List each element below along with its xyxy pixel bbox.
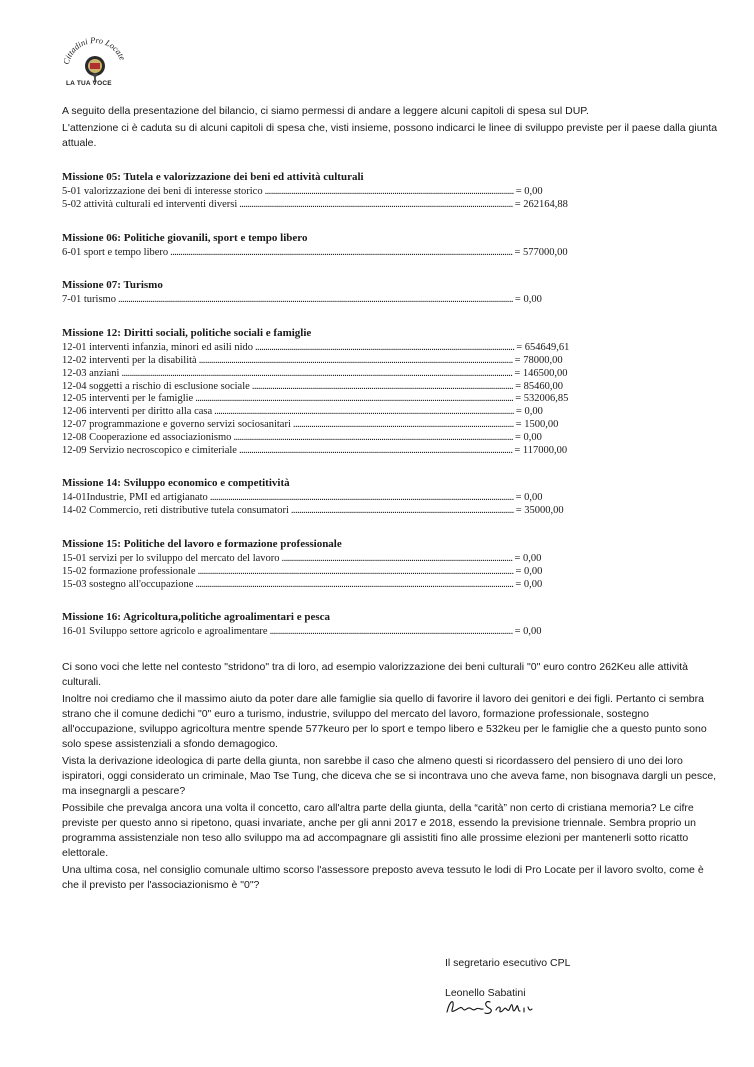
budget-line-amount: = 117000,00 [514, 444, 568, 456]
budget-line-amount: = 35000,00 [515, 505, 564, 517]
dot-leader: ....................................................................................................................................... [237, 198, 515, 210]
mission-title: Missione 07: Turismo [62, 279, 163, 292]
mission-title: Missione 15: Politiche del lavoro e formazione professionale [62, 537, 342, 550]
mission-title: Missione 12: Diritti sociali, politiche sociali e famiglie [62, 327, 312, 340]
budget-line-label: 16-01 Sviluppo settore agricolo e agroalimentare [62, 626, 268, 638]
budget-line-label: 12-08 Cooperazione ed associazionismo [62, 431, 232, 443]
budget-line-amount: = 0,00 [514, 294, 542, 306]
dot-leader: .................................................................................................................................................... [212, 406, 516, 418]
budget-line-amount: = 85460,00 [515, 380, 563, 392]
budget-line [62, 432, 622, 445]
budget-line [62, 381, 622, 394]
budget-line-amount: = 0,00 [514, 552, 542, 564]
budget-line-amount: = 0,00 [514, 431, 542, 443]
document-body [62, 104, 722, 895]
mission-section [62, 537, 722, 591]
dot-leader: ................................................................................................................................. [249, 380, 516, 392]
budget-line [62, 393, 622, 406]
budget-line [62, 505, 622, 518]
dot-leader: ........................................................................................................................... [262, 186, 516, 197]
budget-line-label: 12-03 anziani [62, 367, 120, 379]
budget-line [62, 626, 622, 639]
intro-section [62, 104, 722, 151]
budget-line [62, 566, 622, 579]
budget-line-amount: = 0,00 [515, 406, 543, 418]
dot-leader: ...................................................................................................................................................... [207, 492, 516, 504]
commentary-paragraph: Una ultima cosa, nel consiglio comunale ultimo scorso l'assessore preposto aveva tessuto le lodi di Pro Locate per il lavoro svolto, come è che il previsto per l'associazionismo è "0"? [62, 864, 704, 892]
budget-line-amount: = 146500,00 [514, 367, 568, 379]
mission-title: Missione 16: Agricoltura,politiche agroalimentari e pesca [62, 611, 331, 624]
budget-line [62, 579, 622, 592]
budget-line-amount: = 0,00 [515, 578, 543, 590]
budget-line-label: 14-01Industrie, PMI ed artigianato [62, 492, 208, 504]
mission-section [62, 610, 722, 639]
budget-line-label: 15-01 servizi per lo sviluppo del mercato del lavoro [62, 552, 280, 564]
mission-section [62, 170, 722, 212]
cpl-logo [60, 30, 130, 98]
budget-line [62, 419, 622, 432]
logo-caption: LA TUA VOCE [66, 80, 112, 87]
budget-line-label: 6-01 sport e tempo libero [62, 246, 169, 258]
commentary-paragraph: Possibile che prevalga ancora una volta il concetto, caro all'altra parte della giunta, della “carità” non certo di cristiana memoria? Le cifre previste per questo anno si ripetono, quasi invariate, anche per gli anni 2017 e 2018, essendo la previsione triennale. Sembra proprio un programma assistenziale non teso allo sviluppo ma ad accompagnare gli assistiti fino alle prossime elezioni per mantenerli sotto ricatto elettorale. [62, 802, 696, 860]
dot-leader: ........................................................................................................................ [267, 626, 515, 638]
budget-line [62, 199, 622, 212]
budget-line-amount: = 0,00 [515, 186, 543, 197]
dot-leader: ............................................................................................................................................................ [195, 565, 516, 577]
budget-line-label: 12-09 Servizio necroscopico e cimiteriale [62, 444, 237, 456]
budget-line [62, 294, 622, 307]
budget-line [62, 342, 622, 355]
budget-line [62, 492, 622, 505]
budget-line-amount: = 78000,00 [514, 354, 563, 366]
dot-leader: ....................................................................................................................................... [236, 444, 515, 456]
budget-line-amount: = 654649,61 [516, 342, 570, 354]
budget-line [62, 368, 622, 381]
budget-line [62, 553, 622, 566]
mission-title: Missione 05: Tutela e valorizzazione dei beni ed attività culturali [62, 171, 364, 183]
mission-title: Missione 14: Sviluppo economico e competitività [62, 477, 290, 490]
dot-leader: ............................................................................................................................................................. [193, 578, 516, 590]
budget-line-amount: = 532006,85 [515, 393, 569, 405]
dot-leader: ........................................................................................................................................................... [196, 354, 515, 366]
signature-title: Il segretario esecutivo CPL [445, 957, 571, 969]
budget-line-label: 5-01 valorizzazione dei beni di interesse storico [62, 186, 263, 197]
commentary-section [62, 660, 722, 893]
mission-section [62, 278, 722, 307]
dot-leader: .......................................................................................................................................... [231, 431, 515, 443]
budget-line [62, 445, 622, 458]
mission-section [62, 476, 722, 518]
budget-line-amount: = 0,00 [515, 565, 543, 577]
budget-line-label: 15-02 formazione professionale [62, 565, 196, 577]
missions-list [62, 170, 722, 639]
dot-leader: ............................................................................................................. [290, 418, 516, 430]
mission-title: Missione 06: Politiche giovanili, sport e tempo libero [62, 231, 308, 244]
mission-section [62, 326, 722, 457]
budget-line [62, 406, 622, 419]
budget-line-label: 12-01 interventi infanzia, minori ed asili nido [62, 342, 253, 354]
dot-leader: ............................................................................................................................................................. [193, 393, 516, 405]
signature-name: Leonello Sabatini [445, 987, 526, 999]
budget-line [62, 355, 622, 368]
budget-line-amount: = 262164,88 [514, 198, 568, 210]
intro-paragraph: L'attenzione ci è caduta su di alcuni capitoli di spesa che, visti insieme, possono indicarci le linee di sviluppo previste per il paese dalla giunta attuale. [62, 122, 718, 149]
budget-line [62, 247, 622, 260]
budget-line-label: 12-02 interventi per la disabilità [62, 354, 197, 366]
intro-paragraph: A seguito della presentazione del bilancio, ci siamo permessi di andare a leggere alcuni capitoli di spesa sul DUP. [62, 105, 589, 117]
budget-line-label: 7-01 turismo [62, 294, 116, 306]
budget-line-label: 5-02 attività culturali ed interventi diversi [62, 198, 238, 210]
logo-arc-text: Cittadini Pro Locate [60, 34, 128, 66]
budget-line-label: 15-03 sostegno all'occupazione [62, 578, 194, 590]
budget-line [62, 186, 622, 199]
dot-leader: ......................................................................................................................................................................... [168, 246, 515, 258]
dot-leader: .............................................................................................................. [288, 505, 516, 517]
budget-line-label: 12-05 interventi per le famiglie [62, 393, 194, 405]
commentary-paragraph: Inoltre noi crediamo che il massimo aiuto da poter dare alle famiglie sia quello di favorire il lavoro dei genitori e dei figli. Pertanto ci sembra strano che il comune dedichi "0" euro a turismo, industrie, sviluppo del mercato del lavoro, formazione professionale, sostegno all'occupazione, sviluppo agricoltura mentre spende 577keuro per lo sport e tempo libero e 532keu per le famiglie che a questo punto sono solo spese assistenziali a sfondo demagogico. [62, 693, 707, 751]
mission-section [62, 231, 722, 260]
dot-leader: ................................................................................................................................................................................................... [115, 294, 515, 306]
budget-line-amount: = 577000,00 [514, 246, 568, 258]
budget-line-amount: = 1500,00 [515, 418, 559, 430]
dot-leader: ................................................................................................................................................................................................. [119, 367, 515, 379]
budget-line-amount: = 0,00 [514, 626, 542, 638]
budget-line-label: 12-04 soggetti a rischio di esclusione sociale [62, 380, 250, 392]
handwritten-signature [444, 996, 569, 1018]
budget-line-amount: = 0,00 [515, 492, 543, 504]
dot-leader: .................................................................................................................. [279, 552, 515, 564]
budget-line-label: 12-06 interventi per diritto alla casa [62, 406, 213, 418]
budget-line-label: 12-07 programmazione e governo servizi sociosanitari [62, 418, 291, 430]
dot-leader: ................................................................................................................................ [253, 342, 517, 354]
budget-line-label: 14-02 Commercio, reti distributive tutela consumatori [62, 505, 289, 517]
commentary-paragraph: Ci sono voci che lette nel contesto "stridono" tra di loro, ad esempio valorizzazione dei beni culturali "0" euro contro 262Keu alle attività culturali. [62, 661, 689, 689]
commentary-paragraph: Vista la derivazione ideologica di parte della giunta, non sarebbe il caso che almeno questi si ricordassero del pensiero di uno dei loro ispiratori, oggi considerato un criminale, Mao Tse Tung, che diceva che se si incontrava uno che aveva fame, non bisognava dargli un pesce, ma insegnargli a pescare? [62, 755, 717, 798]
